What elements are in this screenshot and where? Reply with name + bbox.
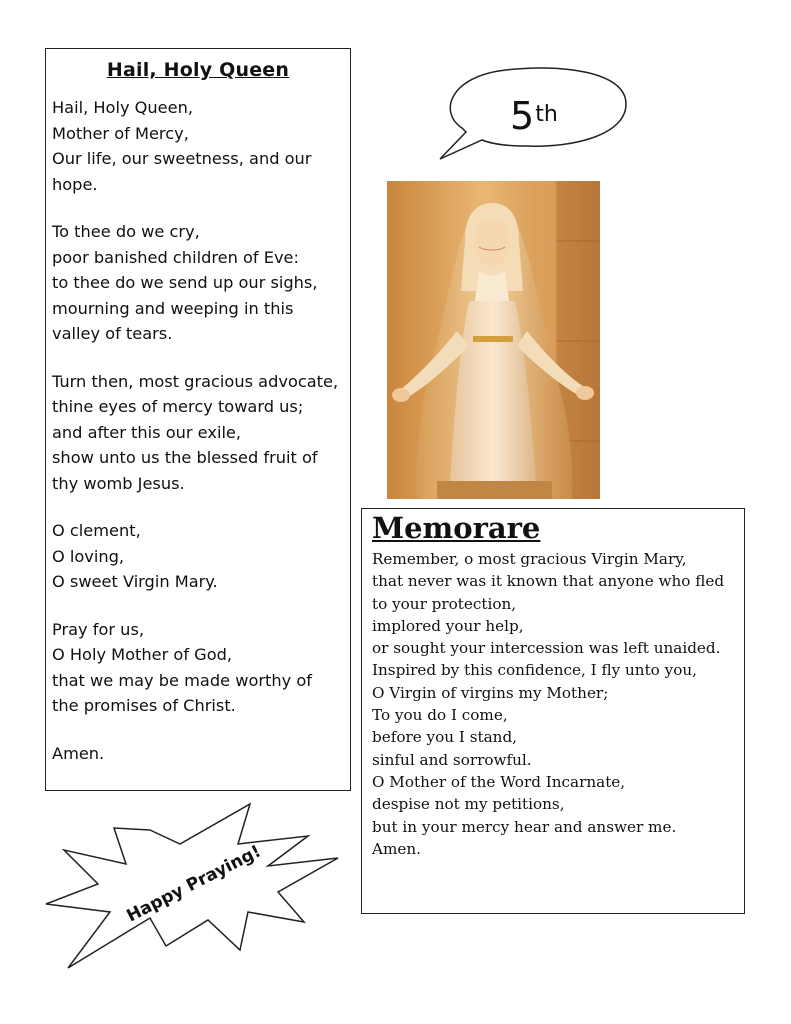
prayer-line: hope. bbox=[52, 174, 98, 194]
prayer-line: Turn then, most gracious advocate, bbox=[52, 371, 339, 391]
prayer-line: poor banished children of Eve: bbox=[52, 247, 299, 267]
memorare-line: To you do I come, bbox=[372, 706, 508, 725]
stanza-4 bbox=[52, 518, 344, 595]
memorare-line: Amen. bbox=[372, 839, 421, 858]
prayer-line: Pray for us, bbox=[52, 619, 145, 639]
prayer-line: Mother of Mercy, bbox=[52, 123, 189, 143]
prayer-line: Our life, our sweetness, and our bbox=[52, 149, 312, 168]
memorare-line: or sought your intercession was left unaided. bbox=[372, 639, 721, 658]
prayer-line: to thee do we send up our sighs, bbox=[52, 273, 318, 292]
memorare-line: sinful and sorrowful. bbox=[372, 750, 532, 769]
happy-praying-starburst bbox=[40, 800, 340, 975]
prayer-line: To thee do we cry, bbox=[52, 222, 200, 241]
stanza-3 bbox=[52, 369, 344, 497]
prayer-line: O clement, bbox=[52, 521, 141, 540]
day-number bbox=[510, 94, 558, 138]
prayer-line: O sweet Virgin Mary. bbox=[52, 572, 218, 591]
prayer-line: valley of tears. bbox=[52, 324, 173, 343]
memorare-line: that never was it known that anyone who fled bbox=[372, 572, 725, 591]
prayer-line: Amen. bbox=[52, 743, 105, 763]
memorare-line: despise not my petitions, bbox=[372, 795, 565, 814]
stanza-5 bbox=[52, 617, 344, 719]
prayer-line: show unto us the blessed fruit of bbox=[52, 448, 318, 467]
prayer-line: that we may be made worthy of bbox=[52, 670, 312, 690]
virgin-mary-statue-image bbox=[387, 181, 600, 499]
hail-holy-queen-title: Hail, Holy Queen bbox=[106, 59, 290, 81]
memorare-line: Remember, o most gracious Virgin Mary, bbox=[372, 550, 687, 568]
day-number-suffix: th bbox=[535, 102, 558, 127]
stanza-1 bbox=[52, 95, 344, 197]
memorare-line: O Mother of the Word Incarnate, bbox=[372, 772, 626, 791]
prayer-line: and after this our exile, bbox=[52, 422, 242, 442]
prayer-line: mourning and weeping in this bbox=[52, 298, 294, 318]
prayer-line: the promises of Christ. bbox=[52, 696, 236, 715]
memorare-line: to your protection, bbox=[372, 594, 517, 613]
memorare-line: O Virgin of virgins my Mother; bbox=[372, 683, 609, 702]
memorare-title: Memorare bbox=[372, 511, 541, 545]
stanza-2 bbox=[52, 219, 344, 347]
day-number-value: 5 bbox=[510, 94, 535, 138]
memorare-panel bbox=[361, 508, 745, 914]
happy-praying-text: Happy Praying! bbox=[123, 841, 265, 927]
stanza-6 bbox=[52, 741, 344, 767]
day-number-bubble bbox=[436, 64, 632, 162]
hail-holy-queen-panel bbox=[45, 48, 351, 791]
prayer-line: thine eyes of mercy toward us; bbox=[52, 397, 304, 416]
prayer-line: Hail, Holy Queen, bbox=[52, 98, 194, 117]
memorare-line: implored your help, bbox=[372, 616, 524, 635]
memorare-line: Inspired by this confidence, I fly unto you, bbox=[372, 661, 697, 680]
prayer-line: O Holy Mother of God, bbox=[52, 645, 233, 664]
memorare-line: but in your mercy hear and answer me. bbox=[372, 817, 677, 836]
prayer-line: thy womb Jesus. bbox=[52, 473, 185, 493]
prayer-line: O loving, bbox=[52, 546, 125, 566]
memorare-line: before you I stand, bbox=[372, 728, 517, 747]
